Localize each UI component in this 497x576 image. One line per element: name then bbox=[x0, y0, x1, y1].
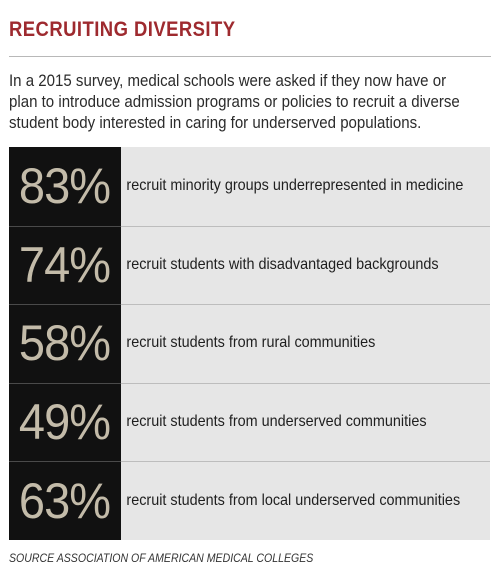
chart-title: RECRUITING DIVERSITY bbox=[9, 18, 236, 41]
percent-value: 58% bbox=[19, 315, 111, 372]
percent-block bbox=[9, 147, 121, 226]
description-cell bbox=[121, 226, 490, 305]
description-cell bbox=[121, 383, 490, 462]
percent-value: 74% bbox=[19, 236, 111, 293]
description-cell bbox=[121, 304, 490, 383]
percent-value: 63% bbox=[19, 472, 111, 529]
source-note: SOURCE ASSOCIATION OF AMERICAN MEDICAL COLLEGES bbox=[9, 551, 314, 565]
percent-value: 49% bbox=[19, 394, 111, 451]
title-divider bbox=[9, 56, 491, 57]
stat-row bbox=[9, 147, 490, 226]
stat-row bbox=[9, 383, 490, 462]
row-divider bbox=[9, 304, 490, 305]
description-text: recruit minority groups underrepresented in medicine bbox=[126, 177, 464, 195]
row-divider bbox=[9, 383, 490, 384]
row-divider bbox=[9, 226, 490, 227]
percent-block bbox=[9, 383, 121, 462]
row-divider bbox=[9, 461, 490, 462]
stat-row bbox=[9, 461, 490, 540]
percent-value: 83% bbox=[19, 158, 111, 215]
percent-block bbox=[9, 461, 121, 540]
stat-row bbox=[9, 304, 490, 383]
percent-block bbox=[9, 304, 121, 383]
description-cell bbox=[121, 147, 490, 226]
description-cell bbox=[121, 461, 490, 540]
description-text: recruit students from underserved communities bbox=[126, 413, 427, 431]
description-text: recruit students from rural communities bbox=[126, 334, 376, 352]
description-text: recruit students with disadvantaged backgrounds bbox=[126, 255, 439, 273]
statistics-table bbox=[9, 147, 490, 540]
stat-row bbox=[9, 226, 490, 305]
description-text: recruit students from local underserved communities bbox=[126, 491, 461, 509]
percent-block bbox=[9, 226, 121, 305]
intro-paragraph: In a 2015 survey, medical schools were asked if they now have or plan to introduce admission programs or policies to recruit a diverse student body interested in caring for underserved populations. bbox=[9, 71, 460, 132]
